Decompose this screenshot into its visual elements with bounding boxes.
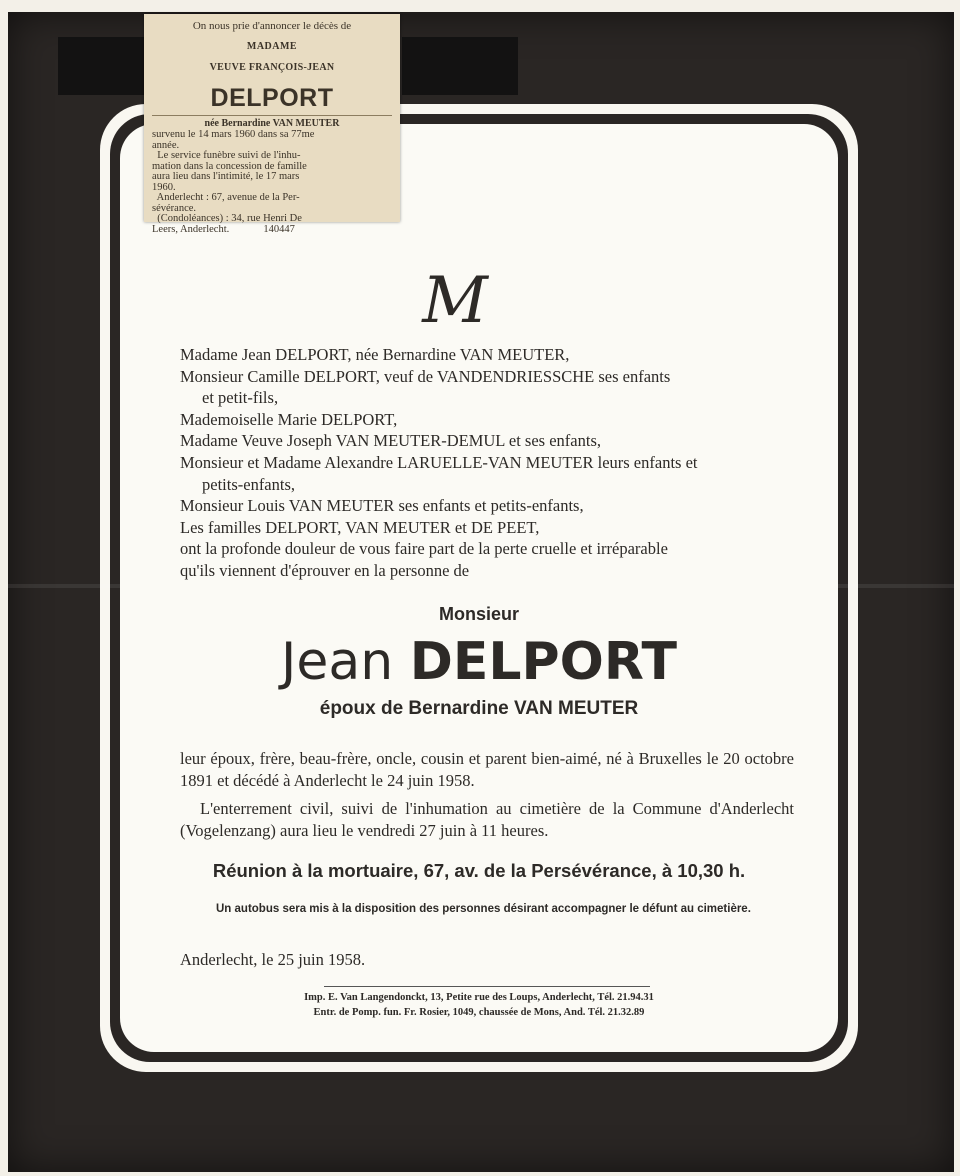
deceased-first-name: Jean [281, 632, 394, 692]
family-line: Madame Veuve Joseph VAN MEUTER-DEMUL et ses enfants, [180, 431, 601, 451]
deceased-name [120, 630, 838, 694]
family-line: Monsieur et Madame Alexandre LARUELLE-VAN MEUTER leurs enfants et [180, 452, 698, 472]
black-tab-left [58, 37, 148, 95]
family-line: et petit-fils, [202, 388, 279, 408]
fold-line [8, 584, 954, 588]
clipping-body-line: année. [152, 139, 180, 151]
details-block [180, 748, 794, 842]
clipping-nee: née Bernardine VAN MEUTER [204, 118, 340, 129]
deceased-title: Monsieur [438, 604, 519, 624]
clipping-body-line: (Condoléances) : 34, rue Henri De [152, 213, 302, 224]
printer-info [120, 990, 838, 1020]
black-tab-right [402, 37, 518, 95]
clipping-body-line: sévérance. [152, 202, 197, 214]
clipping-body-line: survenu le 14 mars 1960 dans sa 77me [152, 129, 315, 140]
clipping-veuve: VEUVE FRANÇOIS-JEAN [209, 62, 335, 73]
autobus-notice: Un autobus sera mis à la disposition des personnes désirant accompagner le défunt au cimetière. [216, 903, 751, 915]
details-paragraph-2: L'enterrement civil, suivi de l'inhumation au cimetière de la Commune d'Anderlecht (Vogelenzang) aura lieu le vendredi 27 juin à 11 heures. [180, 799, 794, 840]
family-line: qu'ils viennent d'éprouver en la personne de [180, 560, 470, 580]
clipping-name: DELPORT [210, 84, 334, 112]
clipping-rule [152, 115, 392, 116]
newspaper-clipping [144, 14, 400, 235]
clipping-body-line: 1960. [152, 181, 176, 193]
printer-rule [324, 986, 650, 987]
clipping-body-line: Leers, Anderlecht. 140447 [152, 223, 295, 235]
family-line: Mademoiselle Marie DELPORT, [180, 409, 398, 429]
printer-line-2: Entr. de Pomp. fun. Fr. Rosier, 1049, chaussée de Mons, And. Tél. 21.32.89 [313, 1007, 645, 1018]
details-paragraph-1: leur époux, frère, beau-frère, oncle, cousin et parent bien-aimé, né à Bruxelles le 20 octobre 1891 et décédé à Anderlecht le 24 juin 1958. [180, 749, 794, 790]
clipping-madame: MADAME [246, 41, 298, 52]
clipping-body [152, 130, 392, 235]
clipping-body-line: aura lieu dans l'intimité, le 17 mars [152, 171, 300, 182]
family-line: Monsieur Camille DELPORT, veuf de VANDENDRIESSCHE ses enfants [180, 366, 671, 386]
family-list [180, 344, 796, 582]
family-line: Monsieur Louis VAN MEUTER ses enfants et petits-enfants, [180, 496, 584, 516]
family-line: Madame Jean DELPORT, née Bernardine VAN MEUTER, [180, 345, 570, 364]
deceased-last-name: DELPORT [409, 632, 677, 692]
clipping-body-line: mation dans la concession de famille [152, 160, 307, 172]
monogram-m: M [422, 264, 488, 338]
clipping-body-line: Le service funèbre suivi de l'inhu- [152, 150, 301, 161]
spouse-line: époux de Bernardine VAN MEUTER [319, 698, 639, 719]
dateline: Anderlecht, le 25 juin 1958. [180, 950, 366, 969]
printer-line-1: Imp. E. Van Langendonckt, 13, Petite rue des Loups, Anderlecht, Tél. 21.94.31 [304, 992, 654, 1003]
clipping-body-line: Anderlecht : 67, avenue de la Per- [152, 192, 300, 203]
family-line: ont la profonde douleur de vous faire part de la perte cruelle et irréparable [180, 539, 668, 559]
reunion-line: Réunion à la mortuaire, 67, av. de la Persévérance, à 10,30 h. [212, 860, 746, 881]
clipping-intro: On nous prie d'annoncer le décès de [192, 20, 352, 32]
family-line: Les familles DELPORT, VAN MEUTER et DE PEET, [180, 517, 540, 537]
family-line: petits-enfants, [202, 474, 296, 494]
